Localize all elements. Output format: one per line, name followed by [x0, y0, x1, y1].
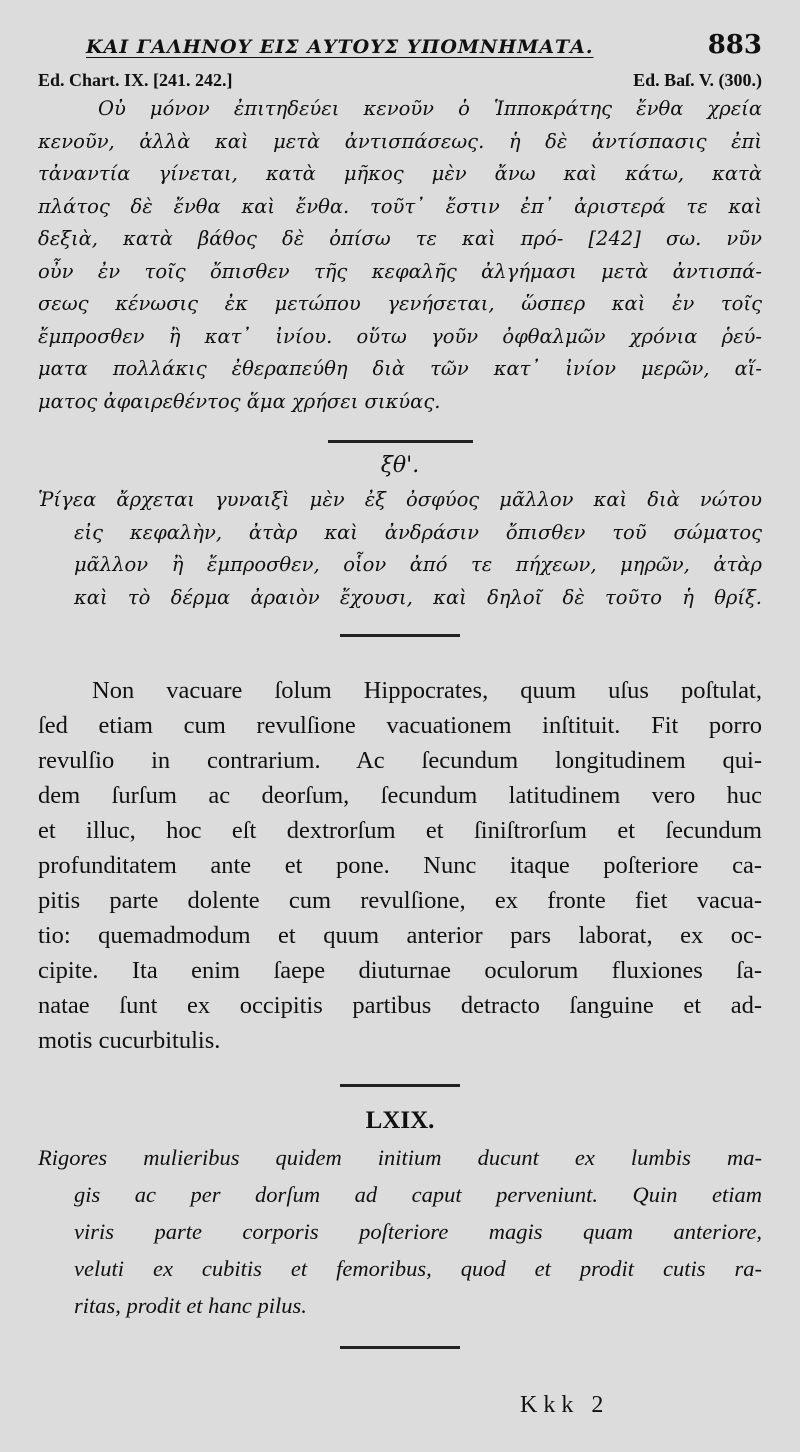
- text-line: Non vacuare ſolum Hippocrates, quum uſus poſtulat,: [92, 677, 762, 704]
- page-number: 883: [707, 30, 762, 60]
- text-line: Rigores mulieribus quidem initium ducunt ex lumbis ma-: [38, 1145, 762, 1170]
- text-line: πλάτος δὲ ἔνθα καὶ ἔνθα. τοῦτ᾽ ἔστιν ἐπ᾽ ἀριστερά τε καὶ: [38, 194, 762, 218]
- text-line: δεξιὰ, κατὰ βάθος δὲ ὀπίσω τε καὶ πρό- [242] σω. νῦν: [38, 227, 762, 250]
- text-line: ἔμπροσθεν ἢ κατ᾽ ἰνίου. οὕτω γοῦν ὀφθαλμῶν χρόνια ῥεύ-: [38, 324, 762, 348]
- running-head-title: ΚΑΙ ΓΑΛΗΝΟΥ ΕΙΣ ΑΥΤΟΥΣ ΥΠΟΜΝΗΜΑΤΑ.: [86, 36, 594, 58]
- section-rule: [340, 1346, 460, 1349]
- text-line: et illuc, hoc eſt dextrorſum et ſiniſtrorſum et ſecundum: [38, 817, 762, 844]
- text-line: veluti ex cubitis et femoribus, quod et prodit cutis ra-: [74, 1256, 762, 1281]
- text-line: revulſio in contrarium. Ac ſecundum longitudinem qui-: [38, 747, 762, 774]
- text-line: Οὐ μόνον ἐπιτηδεύει κενοῦν ὁ Ἱπποκράτης ἔνθα χρεία: [98, 97, 762, 120]
- text-line: Ῥίγεα ἄρχεται γυναιξὶ μὲν ἐξ ὀσφύος μᾶλλον καὶ διὰ νώτου: [38, 488, 762, 511]
- text-line: ματος ἀφαιρεθέντος ἅμα χρήσει σικύας.: [38, 389, 441, 413]
- latin-commentary: [38, 673, 762, 1058]
- edition-right: Ed. Baſ. V. (300.): [633, 70, 762, 90]
- section-rule: [340, 1084, 460, 1087]
- text-line: cipite. Ita enim ſaepe diuturnae oculorum fluxiones ſa-: [38, 957, 762, 984]
- edition-left: Ed. Chart. IX. [241. 242.]: [38, 70, 233, 90]
- text-line: καὶ τὸ δέρμα ἀραιὸν ἔχουσι, καὶ δηλοῖ δὲ τοῦτο ἡ θρίξ.: [74, 585, 762, 609]
- section-rule: [328, 440, 473, 443]
- text-line: natae ſunt ex occipitis partibus detracto ſanguine et ad-: [38, 992, 762, 1019]
- section-rule: [340, 634, 460, 637]
- greek-commentary: [38, 93, 762, 418]
- text-line: οὖν ἐν τοῖς ὄπισθεν τῆς κεφαλῆς ἀλγήμασι μετὰ ἀντισπά-: [38, 259, 762, 283]
- greek-aphorism: [38, 484, 762, 614]
- text-line: τἀναντία γίνεται, κατὰ μῆκος μὲν ἄνω καὶ κάτω, κατὰ: [38, 162, 762, 185]
- text-line: μᾶλλον ἢ ἔμπροσθεν, οἷον ἀπό τε πήχεων, μηρῶν, ἀτὰρ: [74, 553, 762, 576]
- text-line: tio: quemadmodum et quum anterior pars laborat, ex oc-: [38, 922, 762, 949]
- text-line: κενοῦν, ἀλλὰ καὶ μετὰ ἀντισπάσεως. ἡ δὲ ἀντίσπασις ἐπὶ: [38, 129, 762, 153]
- text-line: σεως κένωσις ἐκ μετώπου γενήσεται, ὥσπερ καὶ ἐν τοῖς: [38, 292, 762, 315]
- edition-line: [38, 70, 762, 91]
- text-line: gis ac per dorſum ad caput perveniunt. Quin etiam: [74, 1182, 762, 1207]
- latin-aphorism: [38, 1139, 762, 1324]
- text-line: ματα πολλάκις ἐθεραπεύθη διὰ τῶν κατ᾽ ἰνίον μερῶν, αἵ-: [38, 357, 762, 380]
- greek-section-numeral: ξθ'.: [380, 453, 420, 478]
- text-line: εἰς κεφαλὴν, ἀτὰρ καὶ ἀνδράσιν ὄπισθεν τοῦ σώματος: [74, 520, 762, 544]
- running-head: [86, 30, 762, 60]
- text-line: dem ſurſum ac deorſum, ſecundum latitudinem vero huc: [38, 782, 762, 809]
- text-line: motis cucurbitulis.: [38, 1027, 221, 1054]
- text-line: ſed etiam cum revulſione vacuationem inſtituit. Fit porro: [38, 712, 762, 739]
- text-line: profunditatem ante et pone. Nunc itaque poſteriore ca-: [38, 852, 762, 879]
- text-line: pitis parte dolente cum revulſione, ex fronte fiet vacua-: [38, 887, 762, 914]
- text-line: ritas, prodit et hanc pilus.: [74, 1293, 307, 1318]
- signature-mark: Kkk 2: [520, 1392, 610, 1418]
- text-line: viris parte corporis poſteriore magis quam anteriore,: [74, 1219, 762, 1244]
- section-heading: LXIX.: [365, 1107, 435, 1134]
